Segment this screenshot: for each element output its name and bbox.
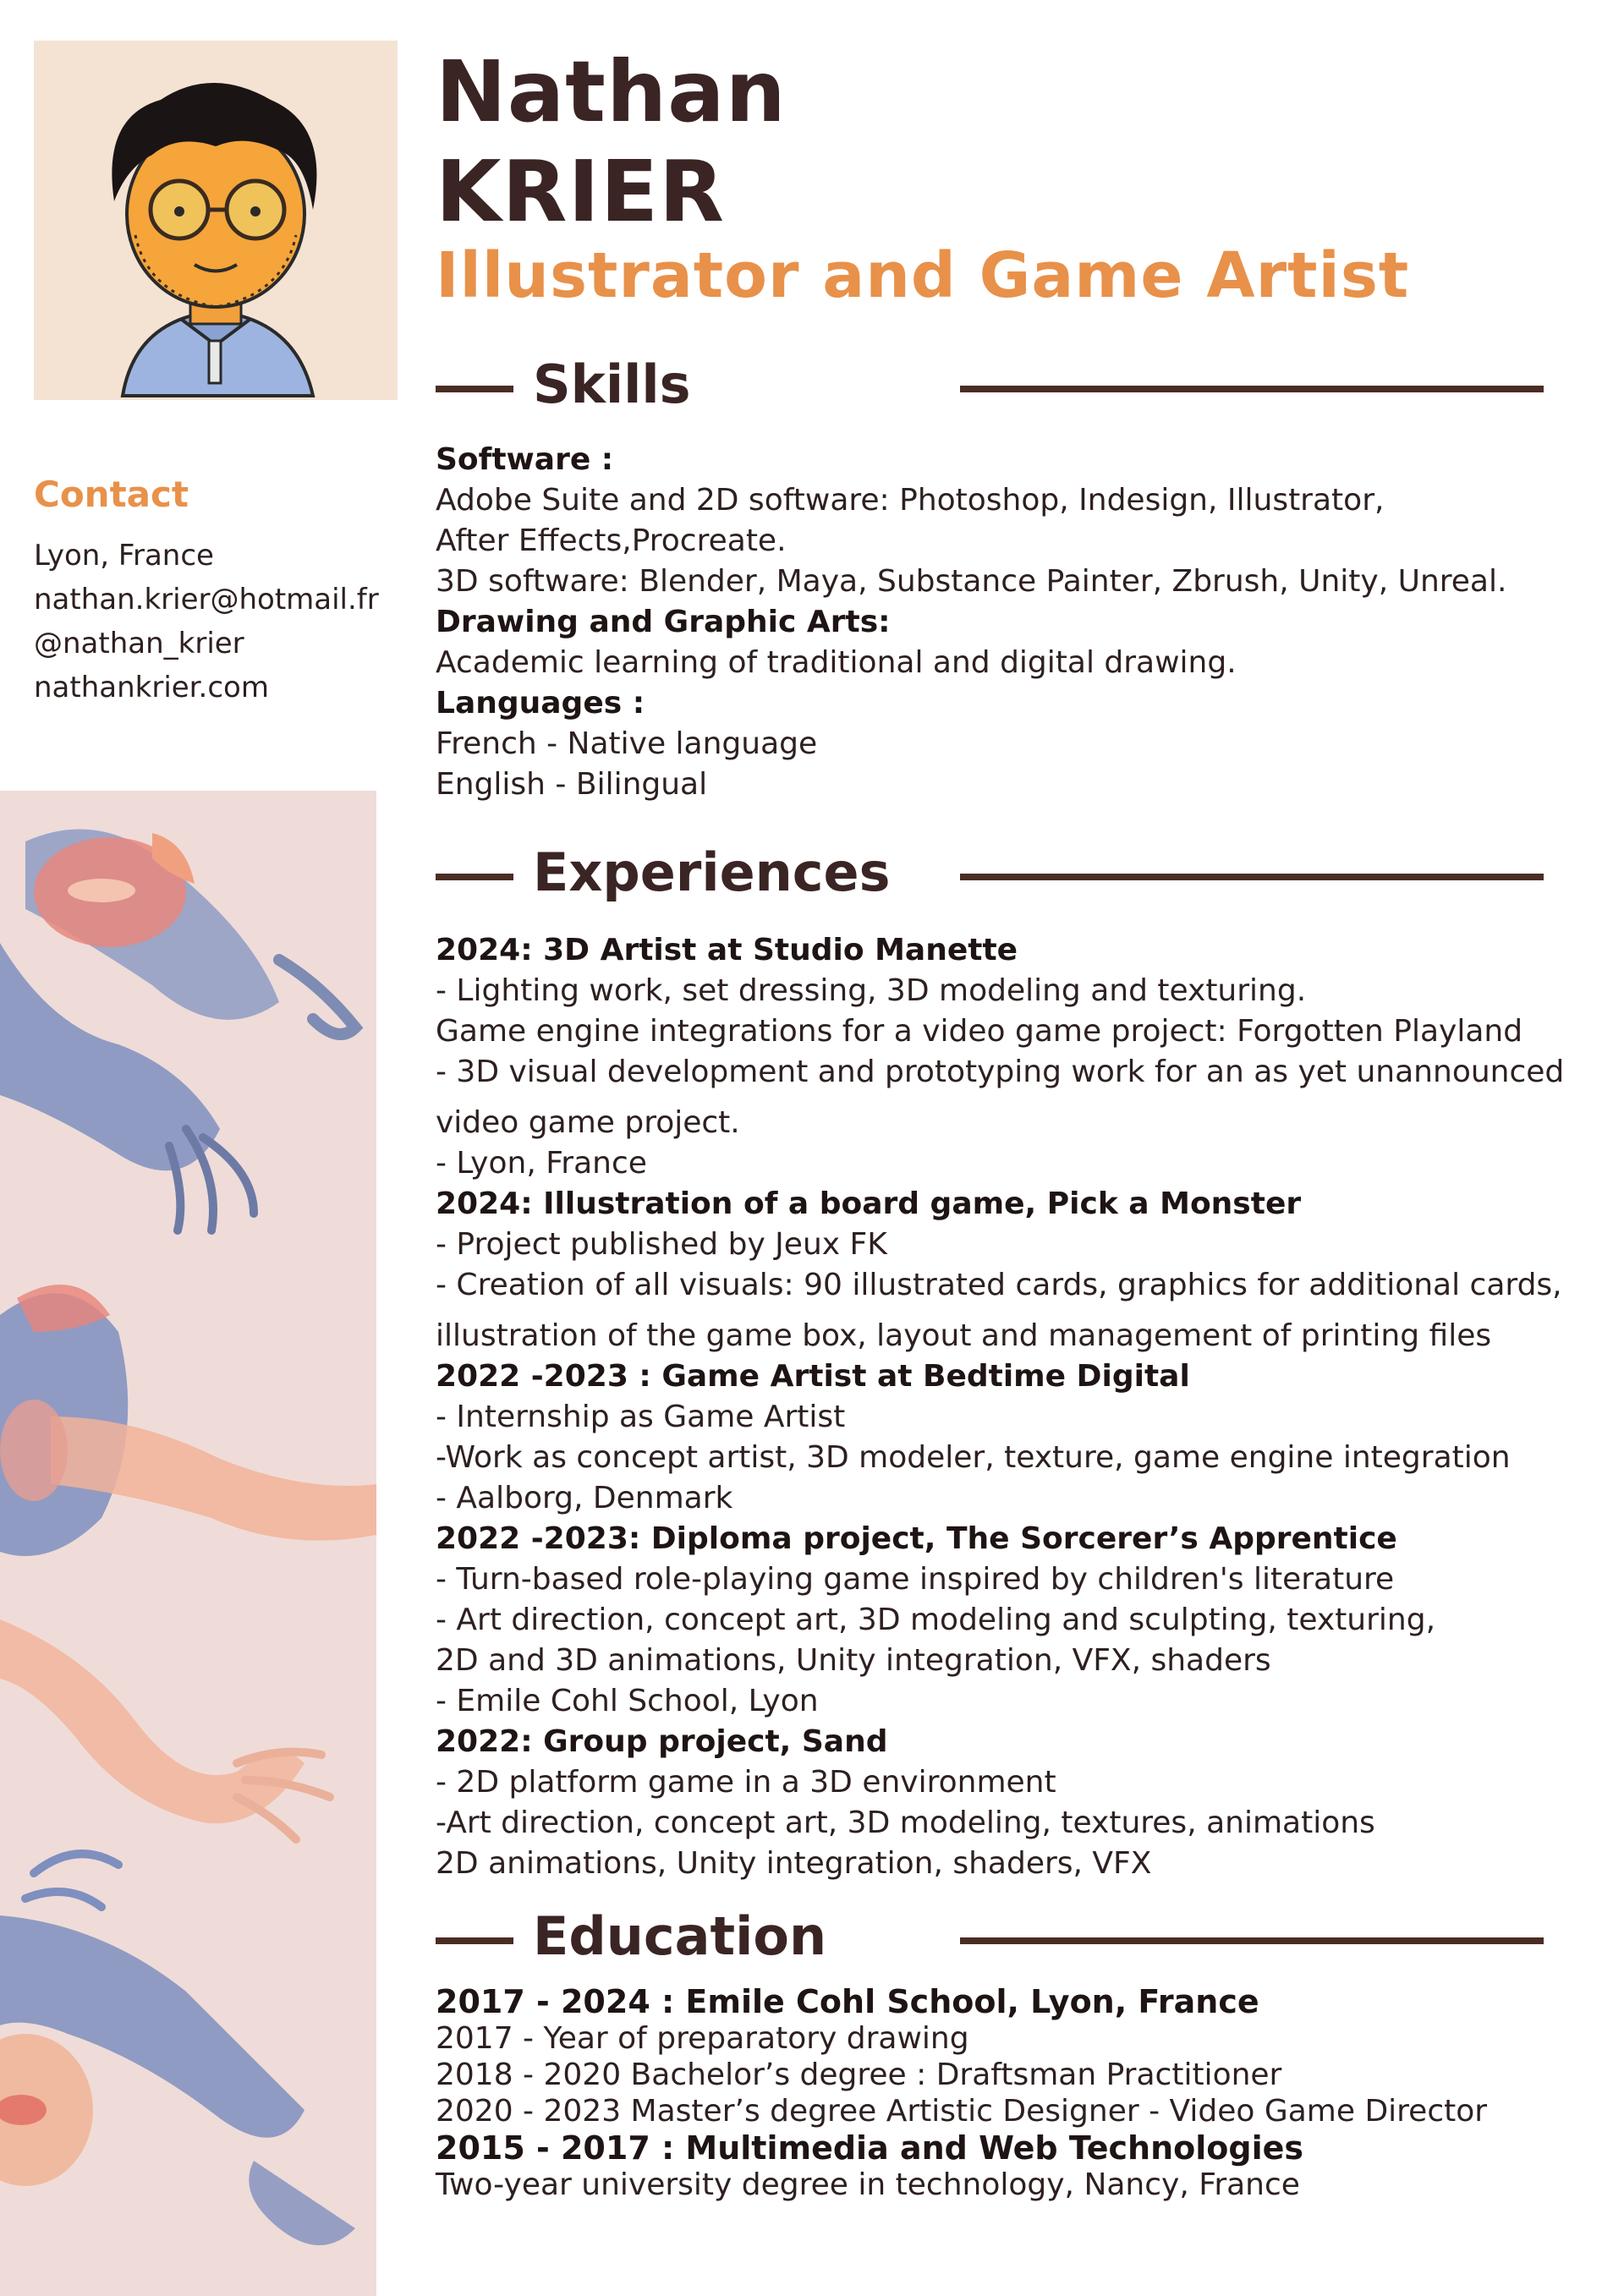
experiences-title: Experiences: [533, 841, 891, 903]
last-name: KRIER: [436, 142, 726, 241]
experiences-header: [436, 841, 1544, 909]
experience-line: 2D and 3D animations, Unity integration, VFX, shaders: [436, 1643, 1271, 1678]
section-rule: [960, 386, 1544, 392]
experience-line: -Art direction, concept art, 3D modeling, textures, animations: [436, 1806, 1375, 1840]
skills-title: Skills: [533, 353, 691, 415]
experience-line: - Aalborg, Denmark: [436, 1481, 733, 1515]
section-dash: [436, 386, 513, 392]
section-rule: [960, 874, 1544, 880]
software-line: After Effects,Procreate.: [436, 523, 787, 558]
experience-line: - Lighting work, set dressing, 3D modeling and texturing.: [436, 973, 1307, 1008]
software-label: Software :: [436, 442, 614, 477]
contact-title: Contact: [34, 474, 189, 515]
experience-heading: 2024: Illustration of a board game, Pick a Monster: [436, 1186, 1302, 1221]
experience-line: - 3D visual development and prototyping work for an as yet unannounced: [436, 1055, 1565, 1089]
experience-line: Game engine integrations for a video game project: Forgotten Playland: [436, 1014, 1523, 1049]
section-dash: [436, 874, 513, 880]
contact-location: Lyon, France: [34, 539, 214, 573]
section-dash: [436, 1937, 513, 1944]
experience-line: 2D animations, Unity integration, shaders, VFX: [436, 1846, 1152, 1881]
education-heading: 2015 - 2017 : Multimedia and Web Technologies: [436, 2129, 1303, 2167]
experience-heading: 2022 -2023 : Game Artist at Bedtime Digital: [436, 1359, 1190, 1394]
experience-line: - 2D platform game in a 3D environment: [436, 1765, 1056, 1800]
experience-line: - Internship as Game Artist: [436, 1400, 846, 1434]
contact-section: [34, 474, 389, 710]
drawing-label: Drawing and Graphic Arts:: [436, 605, 891, 639]
section-rule: [960, 1937, 1544, 1944]
education-heading: 2017 - 2024 : Emile Cohl School, Lyon, France: [436, 1983, 1259, 2020]
languages-label: Languages :: [436, 686, 645, 721]
education-line: 2020 - 2023 Master’s degree Artistic Designer - Video Game Director: [436, 2094, 1488, 2129]
first-name: Nathan: [436, 42, 787, 141]
experience-line: video game project.: [436, 1105, 740, 1140]
experience-heading: 2022: Group project, Sand: [436, 1724, 888, 1759]
experience-line: - Art direction, concept art, 3D modeling and sculpting, texturing,: [436, 1603, 1436, 1637]
experience-line: - Project published by Jeux FK: [436, 1227, 887, 1262]
avatar-illustration: [34, 41, 398, 400]
decorative-artwork: [0, 791, 376, 2296]
experience-line: - Turn-based role-playing game inspired by children's literature: [436, 1562, 1395, 1597]
software-line: 3D software: Blender, Maya, Substance Painter, Zbrush, Unity, Unreal.: [436, 564, 1507, 599]
experience-line: - Creation of all visuals: 90 illustrated cards, graphics for additional cards,: [436, 1268, 1562, 1302]
education-line: 2017 - Year of preparatory drawing: [436, 2021, 969, 2056]
drawing-line: Academic learning of traditional and digital drawing.: [436, 645, 1237, 680]
job-title: Illustrator and Game Artist: [436, 239, 1410, 312]
skills-body: [436, 440, 1561, 805]
experience-heading: 2022 -2023: Diploma project, The Sorcerer’s Apprentice: [436, 1521, 1397, 1556]
experience-line: -Work as concept artist, 3D modeler, texture, game engine integration: [436, 1440, 1511, 1475]
contact-handle[interactable]: @nathan_krier: [34, 627, 244, 660]
experience-line: illustration of the game box, layout and management of printing files: [436, 1318, 1492, 1353]
software-line: Adobe Suite and 2D software: Photoshop, Indesign, Illustrator,: [436, 483, 1385, 518]
experience-line: - Lyon, France: [436, 1146, 647, 1181]
education-body: [436, 1983, 1561, 2203]
avatar: [34, 41, 398, 400]
education-line: Two-year university degree in technology, Nancy, France: [436, 2167, 1300, 2202]
education-header: [436, 1905, 1544, 1973]
experience-heading: 2024: 3D Artist at Studio Manette: [436, 933, 1018, 967]
experiences-body: [436, 930, 1565, 1884]
education-line: 2018 - 2020 Bachelor’s degree : Draftsman Practitioner: [436, 2058, 1282, 2092]
experience-line: - Emile Cohl School, Lyon: [436, 1684, 819, 1718]
contact-email[interactable]: nathan.krier@hotmail.fr: [34, 583, 379, 616]
education-title: Education: [533, 1905, 827, 1967]
monster-illustration: [0, 791, 376, 2296]
language-line: English - Bilingual: [436, 767, 708, 802]
contact-website[interactable]: nathankrier.com: [34, 671, 269, 704]
skills-header: [436, 353, 1544, 421]
language-line: French - Native language: [436, 726, 818, 761]
